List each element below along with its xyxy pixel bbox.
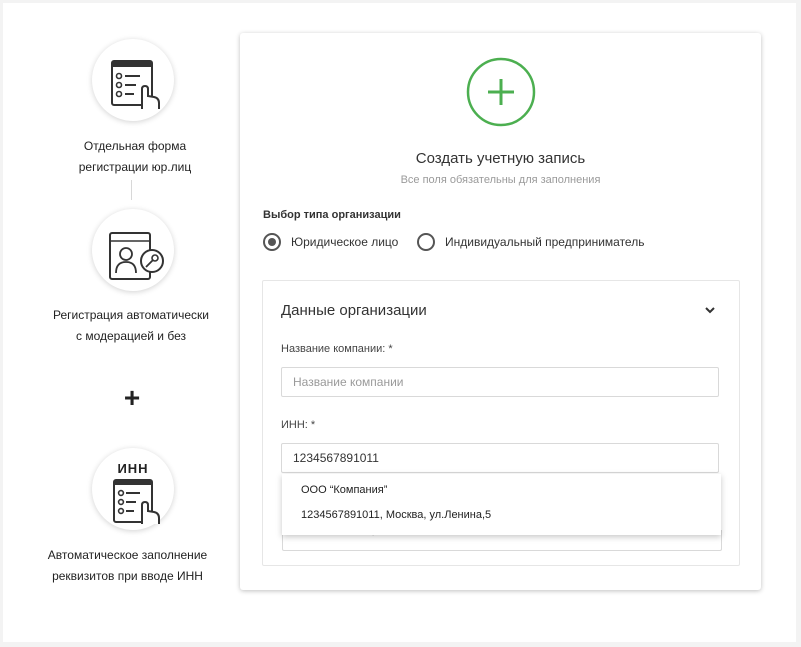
suggestion-company-name: ООО “Компания” [301, 484, 388, 496]
org-type-label: Выбор типа организации [263, 209, 401, 221]
radio-individual-entrepreneur-label: Индивидуальный предприниматель [445, 235, 645, 249]
checklist-hand-icon [92, 39, 174, 121]
feature-2-line1: Регистрация автоматически [52, 308, 210, 322]
connector-line [131, 180, 132, 200]
suggestion-details: 1234567891011, Москва, ул.Ленина,5 [301, 509, 492, 521]
inn-badge: ИНН [117, 461, 149, 476]
company-name-input[interactable] [281, 367, 719, 397]
plus-sign: + [123, 382, 141, 413]
feature-1-line2: регистрации юр.лиц [78, 160, 192, 174]
tablet-user-key-icon [92, 209, 174, 291]
chevron-down-icon[interactable] [703, 304, 717, 316]
registration-card [240, 33, 761, 590]
radio-selected-icon[interactable] [263, 233, 281, 251]
feature-2-line2: с модерацией и без [76, 329, 186, 343]
card-title: Создать учетную запись [415, 150, 586, 167]
company-name-label: Название компании: * [281, 343, 393, 355]
card-subtitle: Все поля обязательны для заполнения [400, 174, 601, 186]
radio-legal-entity-label: Юридическое лицо [291, 235, 399, 249]
radio-individual-entrepreneur[interactable] [417, 232, 644, 252]
radio-legal-entity[interactable] [263, 232, 398, 252]
feature-3-line1: Автоматическое заполнение [47, 548, 208, 562]
feature-1-line1: Отдельная форма [83, 139, 187, 153]
feature-3-line2: реквизитов при вводе ИНН [52, 569, 203, 583]
radio-unselected-icon[interactable] [417, 233, 435, 251]
feature-1-text [40, 136, 230, 178]
inn-suggestion-item[interactable] [282, 474, 721, 535]
add-account-icon[interactable] [466, 57, 536, 127]
feature-2-text [48, 305, 214, 347]
section-title: Данные организации [281, 302, 427, 319]
feature-3-text [44, 545, 211, 587]
inn-label: ИНН: * [281, 419, 316, 431]
inn-input[interactable] [281, 443, 719, 473]
